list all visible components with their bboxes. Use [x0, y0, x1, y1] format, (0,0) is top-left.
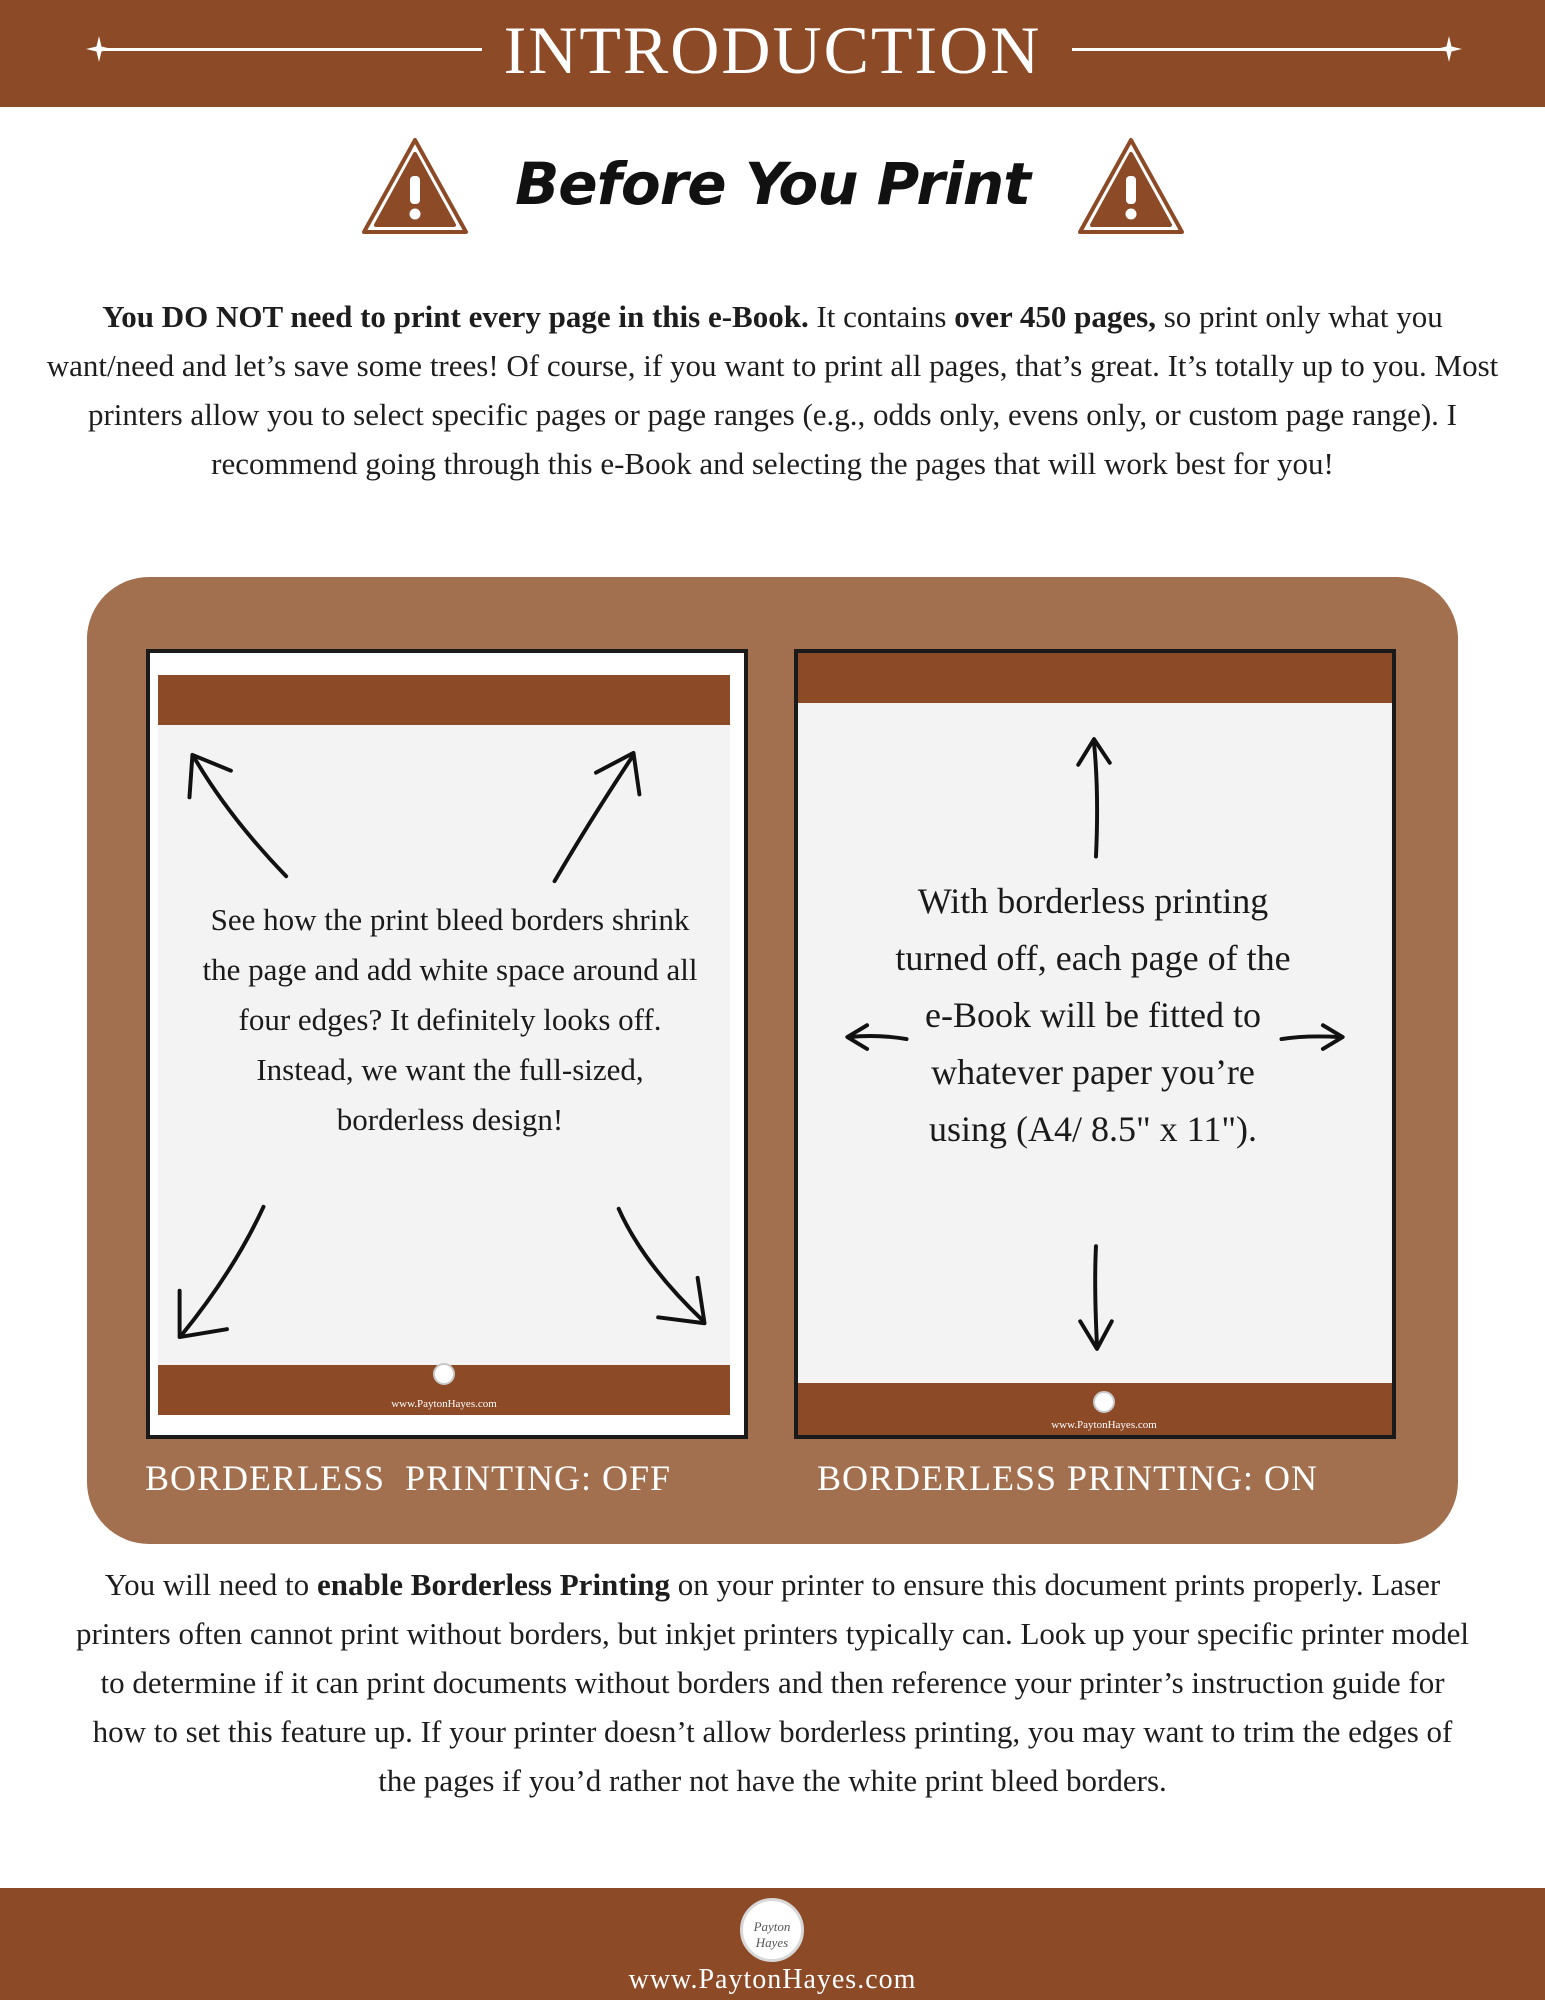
header-bar — [0, 0, 1545, 107]
logo-signature: Payton Hayes — [753, 1919, 791, 1950]
arrow-icon — [798, 653, 1392, 1435]
footer-bar — [0, 1888, 1545, 2000]
caption-borderless-off: BORDERLESS PRINTING: OFF — [145, 1458, 672, 1498]
example-page-borderless-off — [146, 649, 748, 1439]
caption-borderless-on: BORDERLESS PRINTING: ON — [817, 1458, 1319, 1498]
arrow-icon — [150, 653, 744, 1435]
example-url: www.PaytonHayes.com — [391, 1398, 497, 1410]
example-text-off: See how the print bleed borders shrink the page and add white space around all four edges? It definitely looks off. Instead, we want the full-sized, borderless design! — [202, 902, 698, 1137]
section-title: Before You Print — [515, 150, 1030, 218]
example-text-on: With borderless printing turned off, each page of the e-Book will be fitted to whatever paper you’re using (A4/ 8.5" x 11"). — [895, 881, 1291, 1149]
warning-icon — [1076, 136, 1186, 236]
print-examples-panel — [87, 577, 1458, 1544]
footer-url[interactable]: www.PaytonHayes.com — [628, 1964, 917, 1995]
example-url: www.PaytonHayes.com — [1051, 1419, 1157, 1431]
page-title: INTRODUCTION — [0, 0, 1545, 100]
warning-icon — [360, 136, 470, 236]
example-page-borderless-on — [794, 649, 1396, 1439]
section-title-row — [0, 130, 1545, 250]
instructions-paragraph: You will need to enable Borderless Printing on your printer to ensure this document prints properly. Laser printers often cannot print without borders, but inkjet printers typically can. Look up your specific printer model to determine if it can print documents without borders and then reference your printer’s instruction guide for how to set this feature up. If your printer doesn’t allow borderless printing, you may want to trim the edges of the pages if you’d rather not have the white print bleed borders. — [76, 1567, 1469, 1798]
intro-paragraph: You DO NOT need to print every page in this e-Book. It contains over 450 pages, so print only what you want/need and let’s save some trees! Of course, if you want to print all pages, that’s great. It’s totally up to you. Most printers allow you to select specific pages or page ranges (e.g., odds only, evens only, or custom page range). I recommend going through this e-Book and selecting the pages that will work best for you! — [46, 299, 1499, 481]
logo-icon — [740, 1898, 804, 1962]
